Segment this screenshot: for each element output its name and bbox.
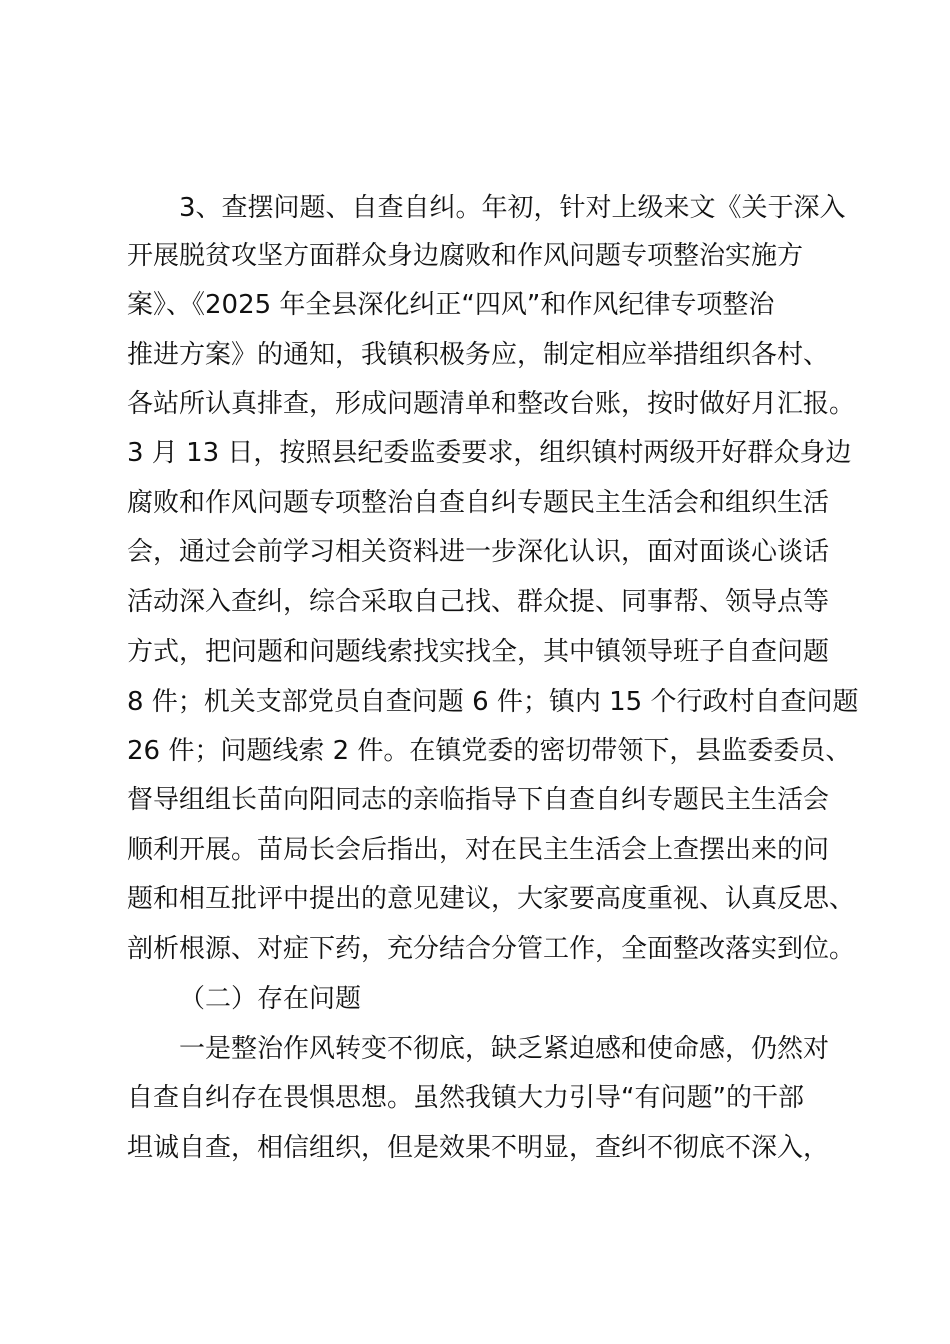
paragraph-line: 自查自纠存在畏惧思想。虽然我镇大力引导“有问题”的干部 bbox=[127, 1083, 804, 1113]
paragraph-line: 督导组组长苗向阳同志的亲临指导下自查自纠专题民主生活会 bbox=[127, 785, 830, 815]
paragraph-line: 推进方案》的通知，我镇积极务应，制定相应举措组织各村、 bbox=[127, 340, 830, 370]
paragraph-line: 题和相互批评中提出的意见建议，大家要高度重视、认真反思、 bbox=[127, 884, 856, 914]
paragraph-line: 8 件；机关支部党员自查问题 6 件；镇内 15 个行政村自查问题 bbox=[127, 687, 859, 717]
paragraph-line: 坦诚自查，相信组织，但是效果不明显，查纠不彻底不深入， bbox=[127, 1133, 830, 1163]
paragraph-line: 腐败和作风问题专项整治自查自纠专题民主生活会和组织生活 bbox=[127, 488, 830, 518]
paragraph-line: 案》、《2025 年全县深化纠正“四风”和作风纪律专项整治 bbox=[127, 290, 775, 320]
section-heading: （二）存在问题 bbox=[179, 984, 362, 1014]
paragraph-line: 3 月 13 日，按照县纪委监委要求，组织镇村两级开好群众身边 bbox=[127, 438, 852, 468]
paragraph-line: 一是整治作风转变不彻底，缺乏紧迫感和使命感，仍然对 bbox=[179, 1034, 830, 1064]
paragraph-line: 活动深入查纠，综合采取自己找、群众提、同事帮、领导点等 bbox=[127, 587, 830, 617]
paragraph-line: 会，通过会前学习相关资料进一步深化认识，面对面谈心谈话 bbox=[127, 537, 830, 567]
paragraph-line: 开展脱贫攻坚方面群众身边腐败和作风问题专项整治实施方 bbox=[127, 241, 804, 271]
paragraph-line: 26 件；问题线索 2 件。在镇党委的密切带领下，县监委委员、 bbox=[127, 736, 852, 766]
paragraph-line: 各站所认真排查，形成问题清单和整改台账，按时做好月汇报。 bbox=[127, 389, 856, 419]
paragraph-line: 3、查摆问题、自查自纠。年初，针对上级来文《关于深入 bbox=[179, 193, 846, 223]
paragraph-line: 方式，把问题和问题线索找实找全，其中镇领导班子自查问题 bbox=[127, 637, 830, 667]
paragraph-line: 剖析根源、对症下药，充分结合分管工作，全面整改落实到位。 bbox=[127, 934, 856, 964]
paragraph-line: 顺利开展。苗局长会后指出，对在民主生活会上查摆出来的问 bbox=[127, 835, 830, 865]
